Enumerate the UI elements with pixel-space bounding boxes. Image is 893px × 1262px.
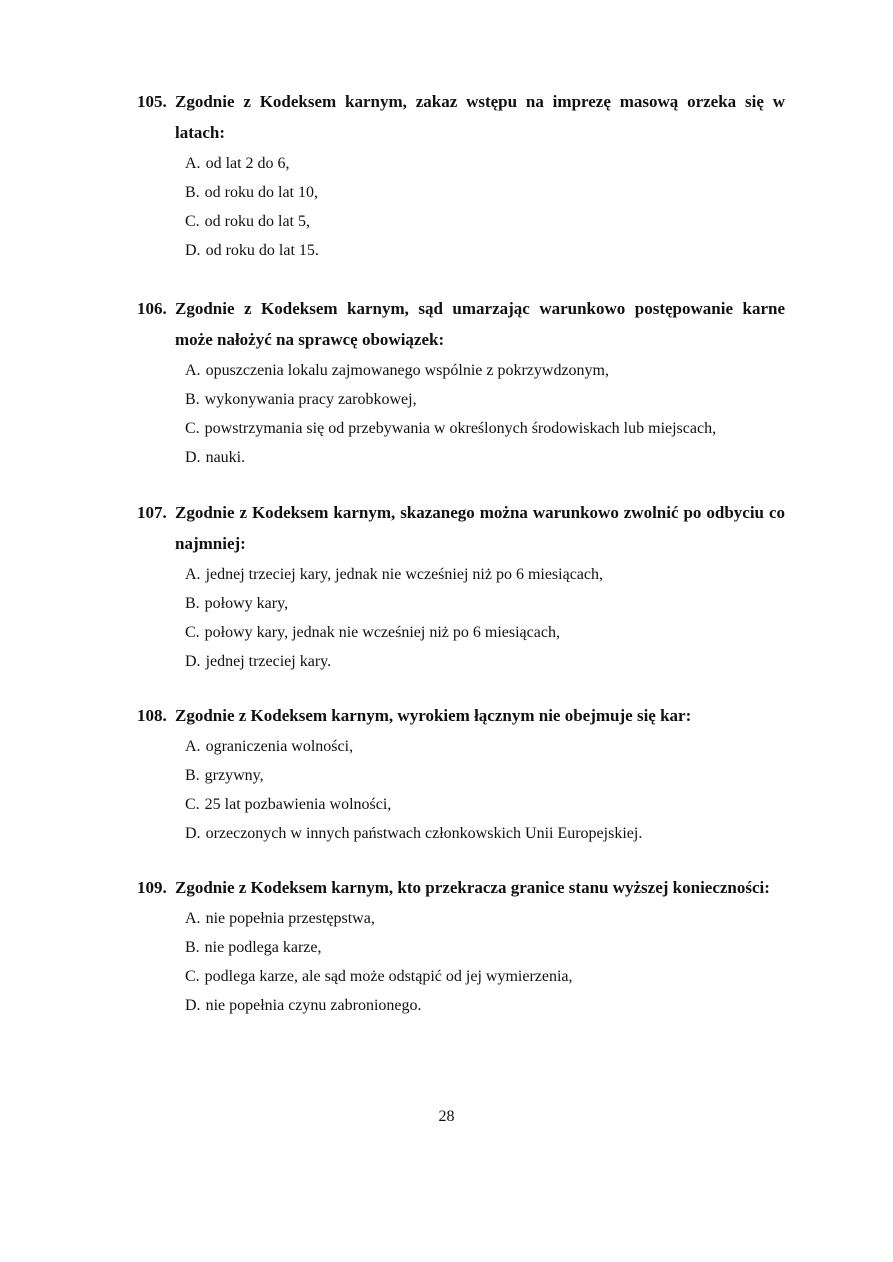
answer-letter: C. xyxy=(185,624,200,641)
answer-option-b xyxy=(185,178,785,207)
answer-text: nie popełnia przestępstwa, xyxy=(205,910,375,927)
question-number: 106. xyxy=(137,299,167,318)
answer-option-b xyxy=(185,761,785,790)
answer-option-a xyxy=(185,904,785,933)
question-text: Zgodnie z Kodeksem karnym, sąd umarzając warunkowo postępowanie karne może nałożyć na sprawcę obowiązek: xyxy=(175,299,785,349)
question-text: Zgodnie z Kodeksem karnym, wyrokiem łącznym nie obejmuje się kar: xyxy=(175,706,692,725)
answer-text: od lat 2 do 6, xyxy=(205,155,290,172)
answer-list xyxy=(185,732,785,848)
answer-text: połowy kary, jednak nie wcześniej niż po 6 miesiącach, xyxy=(204,624,560,641)
answer-text: wykonywania pracy zarobkowej, xyxy=(204,391,417,408)
answer-letter: D. xyxy=(185,449,201,466)
answer-text: powstrzymania się od przebywania w określonych środowiskach lub miejscach, xyxy=(204,420,717,437)
answer-option-d xyxy=(185,236,785,265)
answer-option-b xyxy=(185,933,785,962)
answer-text: jednej trzeciej kary. xyxy=(205,653,332,670)
question-text: Zgodnie z Kodeksem karnym, zakaz wstępu na imprezę masową orzeka się w latach: xyxy=(175,92,785,142)
question-text: Zgodnie z Kodeksem karnym, kto przekracza granice stanu wyższej konieczności: xyxy=(175,878,770,897)
answer-option-c xyxy=(185,790,785,819)
question-heading xyxy=(137,872,785,903)
answer-list xyxy=(185,904,785,1020)
answer-option-a xyxy=(185,560,785,589)
question-heading xyxy=(137,497,785,559)
answer-letter: D. xyxy=(185,242,201,259)
answer-letter: A. xyxy=(185,738,201,755)
answer-option-d xyxy=(185,819,785,848)
question-heading xyxy=(137,86,785,148)
answer-text: nie popełnia czynu zabronionego. xyxy=(205,997,422,1014)
answer-letter: A. xyxy=(185,566,201,583)
answer-text: podlega karze, ale sąd może odstąpić od jej wymierzenia, xyxy=(204,968,573,985)
answer-text: nauki. xyxy=(205,449,246,466)
page-number: 28 xyxy=(438,1108,455,1125)
answer-letter: B. xyxy=(185,939,200,956)
answer-text: od roku do lat 5, xyxy=(204,213,310,230)
answer-list xyxy=(185,149,785,265)
answer-text: od roku do lat 10, xyxy=(204,184,318,201)
answer-letter: A. xyxy=(185,155,201,172)
answer-option-b xyxy=(185,589,785,618)
question-number: 107. xyxy=(137,503,167,522)
answer-text: nie podlega karze, xyxy=(204,939,322,956)
answer-option-a xyxy=(185,732,785,761)
answer-option-b xyxy=(185,385,785,414)
answer-option-d xyxy=(185,991,785,1020)
question-109 xyxy=(137,872,785,1020)
answer-letter: C. xyxy=(185,420,200,437)
answer-letter: A. xyxy=(185,362,201,379)
question-107 xyxy=(137,497,785,676)
question-106 xyxy=(137,293,785,472)
answer-option-c xyxy=(185,962,785,991)
answer-option-a xyxy=(185,149,785,178)
answer-letter: A. xyxy=(185,910,201,927)
answer-letter: D. xyxy=(185,825,201,842)
answer-letter: B. xyxy=(185,184,200,201)
answer-letter: C. xyxy=(185,796,200,813)
answer-option-a xyxy=(185,356,785,385)
answer-letter: D. xyxy=(185,997,201,1014)
answer-text: orzeczonych w innych państwach członkowskich Unii Europejskiej. xyxy=(205,825,643,842)
answer-letter: C. xyxy=(185,213,200,230)
answer-text: od roku do lat 15. xyxy=(205,242,319,259)
answer-letter: B. xyxy=(185,767,200,784)
answer-letter: B. xyxy=(185,391,200,408)
answer-text: opuszczenia lokalu zajmowanego wspólnie z pokrzywdzonym, xyxy=(205,362,609,379)
answer-option-c xyxy=(185,207,785,236)
answer-text: ograniczenia wolności, xyxy=(205,738,354,755)
answer-text: 25 lat pozbawienia wolności, xyxy=(204,796,392,813)
question-number: 109. xyxy=(137,878,167,897)
answer-list xyxy=(185,356,785,472)
answer-text: połowy kary, xyxy=(204,595,289,612)
question-108 xyxy=(137,700,785,848)
question-number: 108. xyxy=(137,706,167,725)
answer-text: grzywny, xyxy=(204,767,264,784)
question-heading xyxy=(137,700,785,731)
answer-option-d xyxy=(185,647,785,676)
answer-text: jednej trzeciej kary, jednak nie wcześniej niż po 6 miesiącach, xyxy=(205,566,604,583)
answer-letter: D. xyxy=(185,653,201,670)
answer-letter: C. xyxy=(185,968,200,985)
question-text: Zgodnie z Kodeksem karnym, skazanego można warunkowo zwolnić po odbyciu co najmniej: xyxy=(175,503,785,553)
answer-list xyxy=(185,560,785,676)
answer-letter: B. xyxy=(185,595,200,612)
question-heading xyxy=(137,293,785,355)
question-number: 105. xyxy=(137,92,167,111)
answer-option-c xyxy=(185,414,785,443)
answer-option-c xyxy=(185,618,785,647)
question-105 xyxy=(137,86,785,265)
answer-option-d xyxy=(185,443,785,472)
